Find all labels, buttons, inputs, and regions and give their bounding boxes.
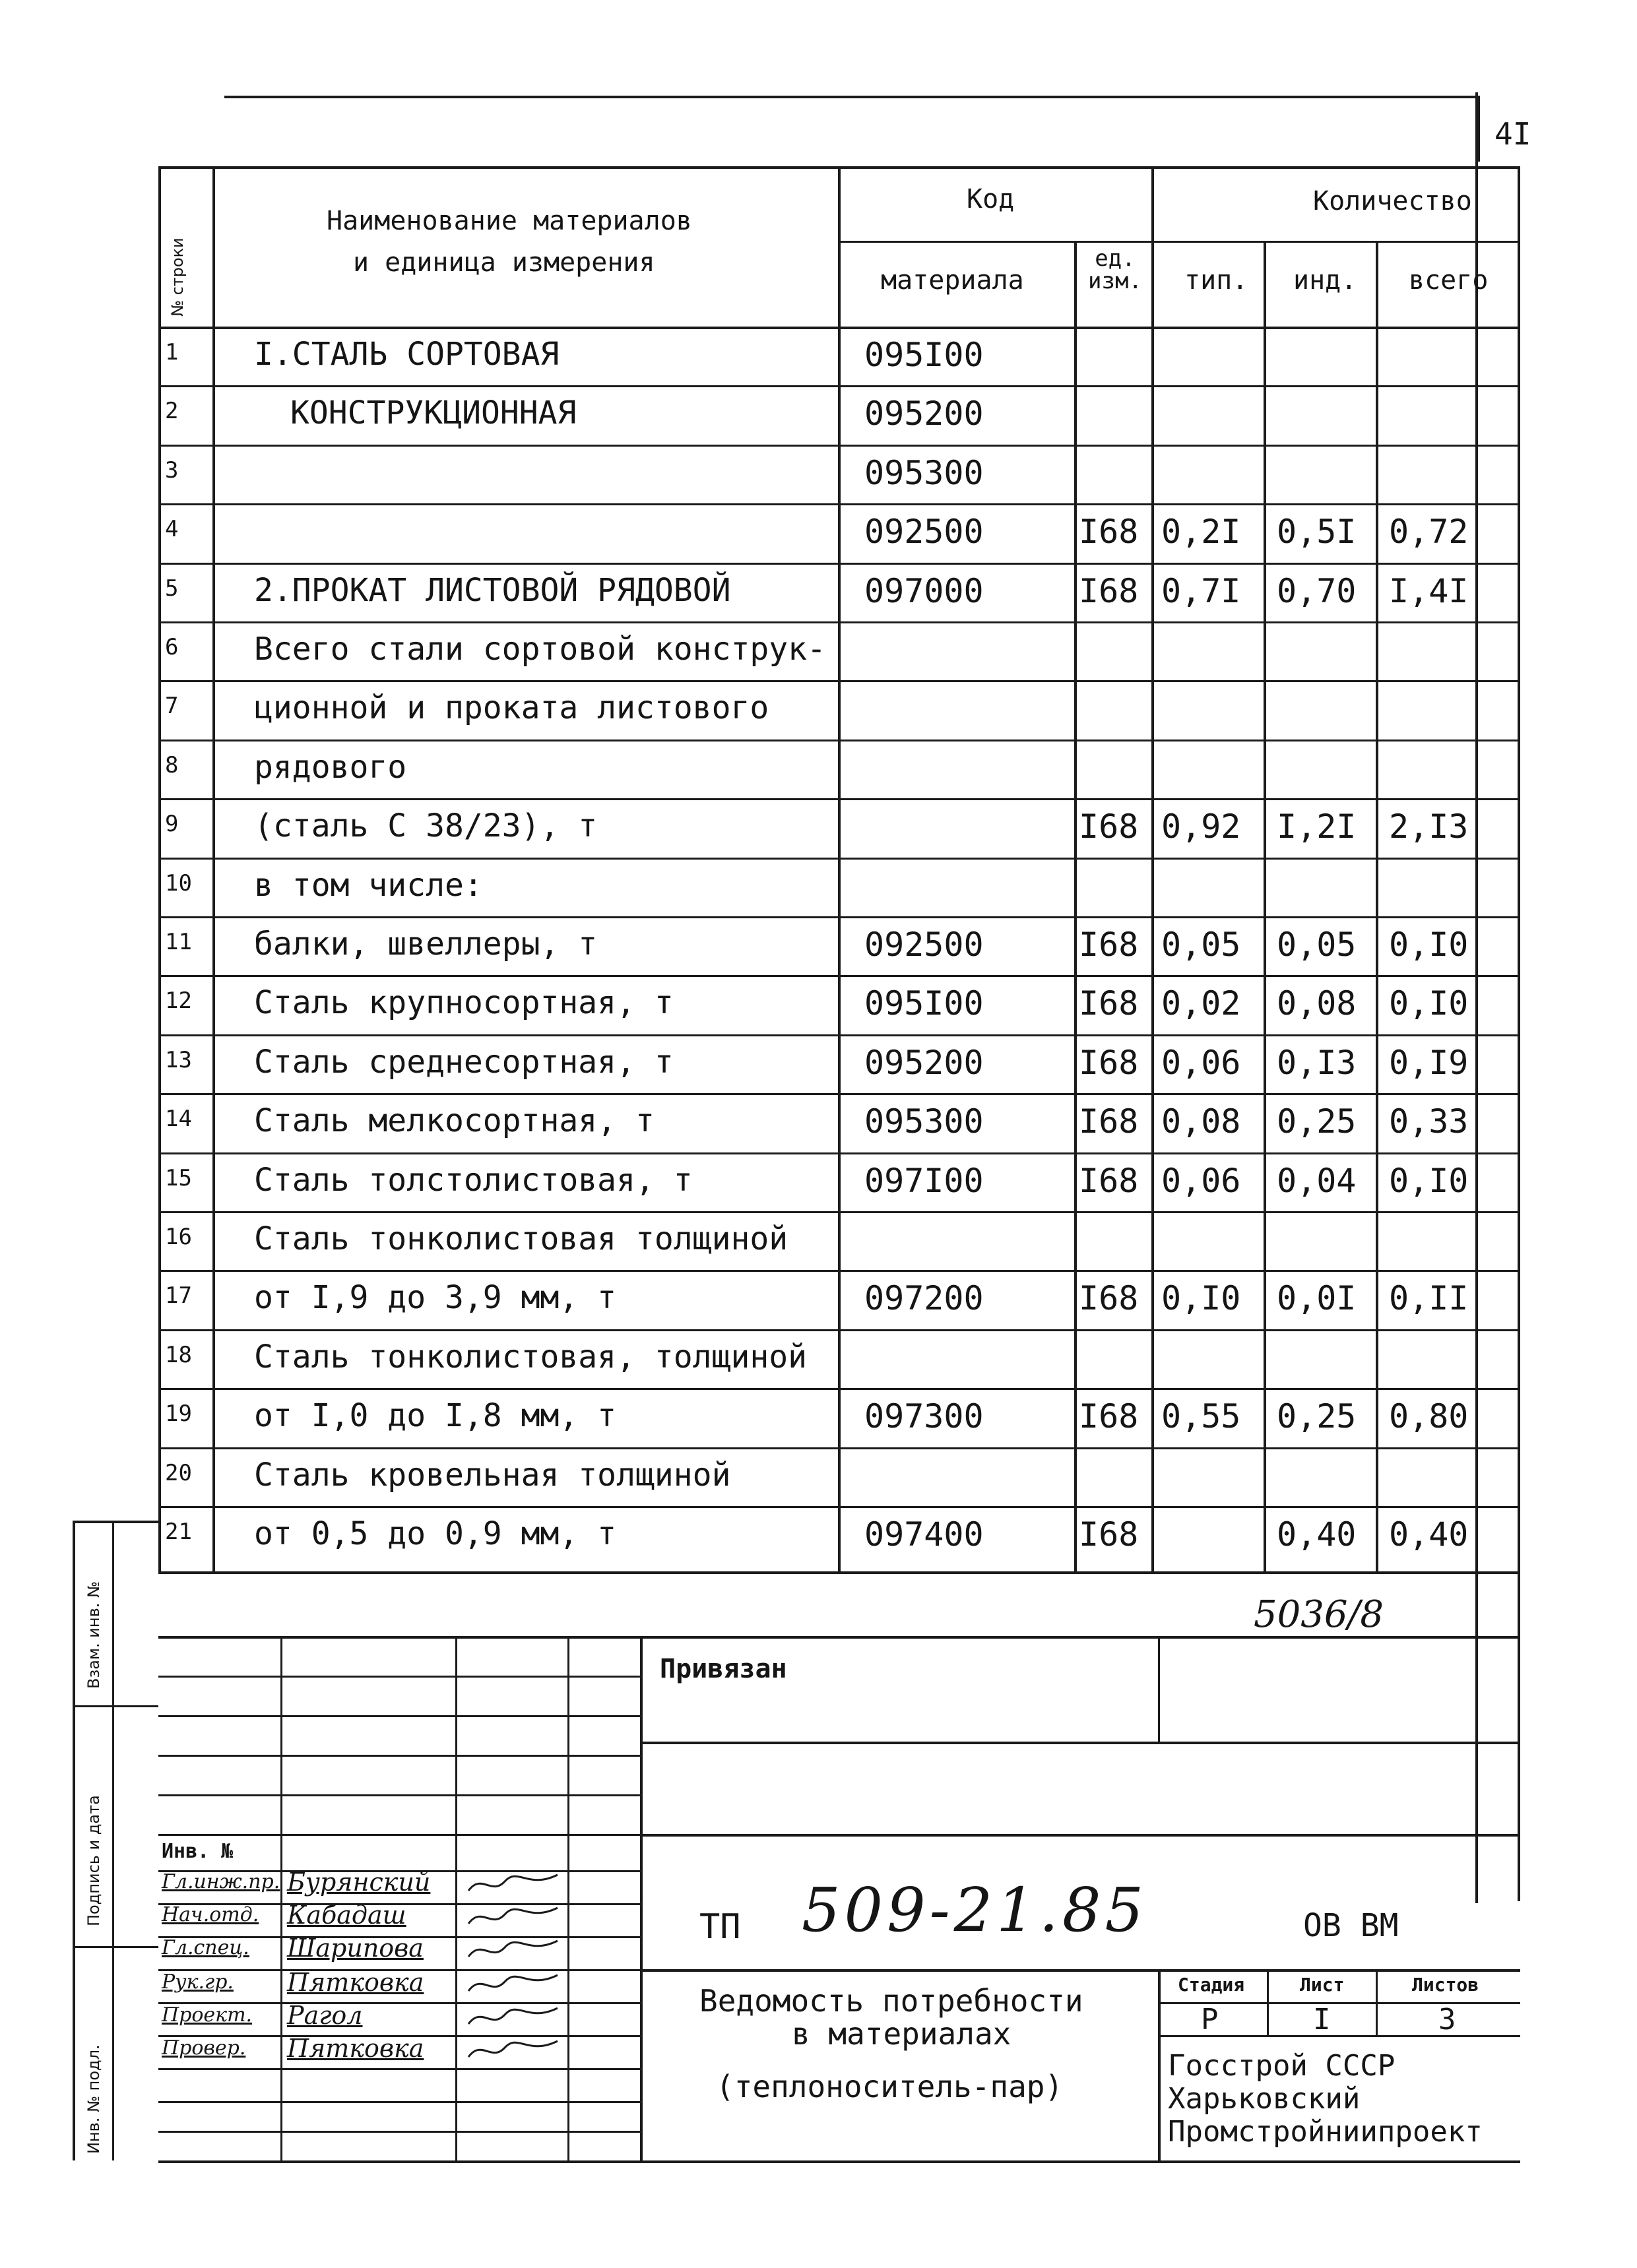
row-number: 18 <box>165 1341 192 1368</box>
row-typ: 0,02 <box>1161 984 1241 1023</box>
tb-org-line1: Госстрой СССР <box>1168 2049 1396 2083</box>
row-name: Сталь крупносортная, т <box>254 984 674 1022</box>
row-unit: I68 <box>1079 984 1139 1023</box>
row-divider <box>158 503 1520 505</box>
row-number: 20 <box>165 1459 192 1486</box>
row-number: 15 <box>165 1164 192 1191</box>
row-typ: 0,2I <box>1161 513 1241 551</box>
row-divider <box>158 858 1520 860</box>
tb-left-row3 <box>158 1755 640 1757</box>
row-name: КОНСТРУКЦИОННАЯ <box>290 394 577 432</box>
row-name: от 0,5 до 0,9 мм, т <box>254 1515 617 1552</box>
row-divider <box>158 740 1520 741</box>
row-unit: I68 <box>1079 1102 1139 1141</box>
tb-inv-no: Инв. № <box>162 1840 234 1863</box>
row-total: 0,33 <box>1389 1102 1469 1141</box>
row-code: 095300 <box>864 1102 984 1141</box>
table-bottom-line <box>158 1571 1520 1574</box>
tb-org-line2: Харьковский <box>1168 2082 1361 2116</box>
row-code: 097I00 <box>864 1161 984 1200</box>
row-divider <box>158 680 1520 682</box>
tb-left-row12 <box>158 2068 640 2070</box>
side-stamp-left <box>73 1521 75 2160</box>
tb-right-row1 <box>640 1742 1520 1744</box>
row-code: 097000 <box>864 571 984 610</box>
row-typ: 0,7I <box>1161 571 1241 610</box>
header-code-material: материала <box>881 265 1024 296</box>
col-divider-unit <box>1074 241 1077 1571</box>
row-typ: 0,06 <box>1161 1161 1241 1200</box>
row-total: 0,I0 <box>1389 926 1469 964</box>
row-unit: I68 <box>1079 513 1139 551</box>
tb-right-row2 <box>640 1834 1520 1837</box>
tb-tp-label: ТП <box>699 1907 741 1947</box>
row-number: 17 <box>165 1282 192 1309</box>
tb-sheet-value: I <box>1313 2003 1331 2036</box>
row-name: от I,0 до I,8 мм, т <box>254 1397 617 1435</box>
header-row-no: № строки <box>168 237 187 317</box>
signature-mark <box>465 2036 564 2065</box>
side-stamp-top <box>73 1521 158 1523</box>
tb-stage-value: Р <box>1201 2003 1219 2036</box>
row-typ: 0,06 <box>1161 1043 1241 1082</box>
row-unit: I68 <box>1079 1397 1139 1436</box>
row-typ: 0,55 <box>1161 1397 1241 1436</box>
row-divider <box>158 1388 1520 1390</box>
header-q-typ: тип. <box>1184 265 1248 296</box>
row-total: 2,I3 <box>1389 807 1469 846</box>
row-name: 2.ПРОКАТ ЛИСТОВОЙ РЯДОВОЙ <box>254 571 731 609</box>
row-name: I.СТАЛЬ СОРТОВАЯ <box>254 336 560 373</box>
signer-name: Пятковка <box>287 2034 424 2063</box>
tb-privyazan: Привязан <box>660 1654 787 1684</box>
signature-mark <box>465 1970 564 1999</box>
row-name: Сталь толстолистовая, т <box>254 1161 693 1199</box>
row-number: 1 <box>165 339 179 365</box>
tb-org-line3: Промстройниипроект <box>1168 2115 1483 2149</box>
row-name: в том числе: <box>254 866 483 904</box>
side-stamp-mid <box>112 1521 114 2160</box>
row-code: 097300 <box>864 1397 984 1436</box>
col-divider-total <box>1376 241 1378 1571</box>
top-border <box>224 96 1478 98</box>
tb-privyazan-divider <box>1158 1636 1160 1742</box>
signer-name: Кабадаш <box>287 1901 406 1930</box>
tb-sheets-label: Листов <box>1412 1974 1479 1996</box>
row-total: 0,I0 <box>1389 984 1469 1023</box>
signer-name: Пятковка <box>287 1968 424 1997</box>
side-stamp-inv-podl: Инв. № подл. <box>84 2044 103 2154</box>
header-quantity: Количество <box>1313 186 1472 216</box>
side-stamp-div1 <box>73 1705 158 1707</box>
row-divider <box>158 563 1520 565</box>
row-total: 0,I9 <box>1389 1043 1469 1082</box>
header-top-line <box>158 166 1520 169</box>
right-border <box>1475 92 1478 1903</box>
row-number: 3 <box>165 457 179 484</box>
row-code: 095300 <box>864 453 984 492</box>
signature-mark <box>465 2003 564 2032</box>
row-ind: 0,25 <box>1277 1397 1357 1436</box>
row-total: I,4I <box>1389 571 1469 610</box>
sheet-number-box <box>1478 96 1480 162</box>
signature-mark <box>465 1936 564 1965</box>
row-code: 092500 <box>864 926 984 964</box>
row-total: 0,80 <box>1389 1397 1469 1436</box>
row-ind: 0,04 <box>1277 1161 1357 1200</box>
row-divider <box>158 385 1520 387</box>
signature-mark <box>465 1903 564 1932</box>
row-divider <box>158 975 1520 977</box>
row-name: балки, швеллеры, т <box>254 926 598 962</box>
signer-name: Шарипова <box>287 1934 424 1963</box>
signer-role: Нач.отд. <box>162 1903 259 1926</box>
tb-sheet-label: Лист <box>1300 1974 1345 1996</box>
tb-left-row1 <box>158 1676 640 1678</box>
tb-stage-divider <box>1158 1969 1161 2160</box>
tb-doc-number: 509-21.85 <box>802 1875 1148 1945</box>
tb-left-row4 <box>158 1794 640 1796</box>
row-unit: I68 <box>1079 571 1139 610</box>
row-divider <box>158 1211 1520 1213</box>
signer-role: Гл.инж.пр. <box>162 1870 280 1893</box>
row-ind: I,2I <box>1277 807 1357 846</box>
row-code: 097200 <box>864 1279 984 1318</box>
row-number: 19 <box>165 1401 192 1428</box>
row-divider <box>158 445 1520 447</box>
row-divider <box>158 1152 1520 1154</box>
row-typ: 0,05 <box>1161 926 1241 964</box>
side-stamp-podpis: Подпись и дата <box>84 1795 103 1926</box>
row-code: 095200 <box>864 1043 984 1082</box>
row-total: 0,I0 <box>1389 1161 1469 1200</box>
tb-right-row3 <box>640 1969 1520 1972</box>
signature-mark <box>465 1870 564 1899</box>
row-ind: 0,I3 <box>1277 1043 1357 1082</box>
row-name: Сталь тонколистовая, толщиной <box>254 1338 808 1375</box>
row-divider <box>158 1329 1520 1331</box>
row-name: Сталь среднесортная, т <box>254 1043 674 1081</box>
side-stamp-vzam: Взам. инв. № <box>84 1581 103 1689</box>
row-name: Сталь кровельная толщиной <box>254 1456 731 1494</box>
row-number: 14 <box>165 1106 192 1133</box>
tb-left-row5 <box>158 1834 640 1836</box>
tb-title-line2: в материалах <box>792 2016 1011 2052</box>
col-divider-qty <box>1151 166 1154 1571</box>
row-typ: 0,I0 <box>1161 1279 1241 1318</box>
row-total: 0,II <box>1389 1279 1469 1318</box>
header-bottom-line <box>158 327 1520 329</box>
row-number: 8 <box>165 751 179 778</box>
col-divider-ind <box>1264 241 1266 1571</box>
row-code: 095200 <box>864 394 984 433</box>
header-mid-line <box>838 241 1520 243</box>
row-name: рядового <box>254 748 407 786</box>
signer-role: Провер. <box>162 2036 246 2060</box>
tb-suffix: ОВ ВМ <box>1303 1907 1399 1944</box>
row-divider <box>158 1034 1520 1036</box>
row-total: 0,40 <box>1389 1515 1469 1554</box>
row-number: 11 <box>165 929 192 955</box>
row-divider <box>158 1093 1520 1095</box>
row-code: 097400 <box>864 1515 984 1554</box>
tb-left-row13 <box>158 2101 640 2103</box>
header-code-unit: ед. изм. <box>1088 245 1142 294</box>
header-name-line1: Наименование материалов <box>327 206 692 236</box>
signer-name: Бурянский <box>287 1868 431 1897</box>
row-name: ционной и проката листового <box>254 689 769 727</box>
row-name: Сталь тонколистовая толщиной <box>254 1220 788 1257</box>
row-code: 092500 <box>864 513 984 551</box>
row-number: 6 <box>165 634 179 660</box>
row-code: 095I00 <box>864 336 984 374</box>
row-unit: I68 <box>1079 1279 1139 1318</box>
side-stamp-div2 <box>73 1946 158 1948</box>
handwritten-reference: 5036/8 <box>1254 1593 1384 1636</box>
tb-bottom <box>158 2160 1520 2163</box>
row-name: от I,9 до 3,9 мм, т <box>254 1279 617 1317</box>
row-typ: 0,92 <box>1161 807 1241 846</box>
tb-left-row2 <box>158 1715 640 1717</box>
row-divider <box>158 621 1520 623</box>
tb-title-line1: Ведомость потребности <box>699 1983 1083 2019</box>
tb-stage-label: Стадия <box>1178 1974 1245 1996</box>
row-name: (сталь С 38/23), т <box>254 807 598 845</box>
row-number: 21 <box>165 1519 192 1545</box>
row-total: 0,72 <box>1389 513 1469 551</box>
signer-role: Гл.спец. <box>162 1936 249 1959</box>
row-unit: I68 <box>1079 1161 1139 1200</box>
tb-top <box>158 1636 1520 1639</box>
tb-title-line3: (теплоноситель-пар) <box>716 2069 1064 2104</box>
row-divider <box>158 1506 1520 1508</box>
row-number: 12 <box>165 988 192 1015</box>
row-number: 7 <box>165 693 179 720</box>
signer-role: Проект. <box>162 2003 253 2027</box>
row-ind: 0,25 <box>1277 1102 1357 1141</box>
row-number: 10 <box>165 869 192 897</box>
table-left-border <box>158 166 161 1571</box>
tb-left-right-divider <box>640 1636 643 2160</box>
header-name-line2: и единица измерения <box>353 247 655 278</box>
signer-name: Рагол <box>287 2001 363 2030</box>
row-code: 095I00 <box>864 984 984 1023</box>
row-number: 2 <box>165 398 179 425</box>
row-ind: 0,5I <box>1277 513 1357 551</box>
sheet-number: 4I <box>1494 116 1531 152</box>
row-number: 9 <box>165 811 179 838</box>
row-unit: I68 <box>1079 1043 1139 1082</box>
header-q-total: всего <box>1409 265 1489 296</box>
tb-stage-col2 <box>1376 1969 1378 2035</box>
header-q-ind: инд. <box>1293 265 1357 296</box>
signer-role: Рук.гр. <box>162 1970 234 1994</box>
row-typ: 0,08 <box>1161 1102 1241 1141</box>
row-number: 16 <box>165 1224 192 1250</box>
row-name: Сталь мелкосортная, т <box>254 1102 655 1140</box>
row-number: 13 <box>165 1046 192 1073</box>
tb-stage-col1 <box>1267 1969 1269 2035</box>
row-number: 4 <box>165 516 179 543</box>
row-ind: 0,08 <box>1277 984 1357 1023</box>
row-unit: I68 <box>1079 1515 1139 1554</box>
tb-sheets-value: 3 <box>1438 2003 1456 2036</box>
row-unit: I68 <box>1079 926 1139 964</box>
row-divider <box>158 1447 1520 1449</box>
col-divider-code <box>838 166 841 1571</box>
table-right-border <box>1518 166 1520 1901</box>
row-unit: I68 <box>1079 807 1139 846</box>
row-ind: 0,70 <box>1277 571 1357 610</box>
header-code: Код <box>967 184 1015 214</box>
row-number: 5 <box>165 575 179 602</box>
row-ind: 0,0I <box>1277 1279 1357 1318</box>
row-ind: 0,05 <box>1277 926 1357 964</box>
row-name: Всего стали сортовой конструк- <box>254 631 826 668</box>
row-divider <box>158 916 1520 918</box>
row-ind: 0,40 <box>1277 1515 1357 1554</box>
row-divider <box>158 798 1520 800</box>
col-divider-rowno <box>212 166 215 1571</box>
row-divider <box>158 1270 1520 1272</box>
tb-left-row14 <box>158 2131 640 2133</box>
